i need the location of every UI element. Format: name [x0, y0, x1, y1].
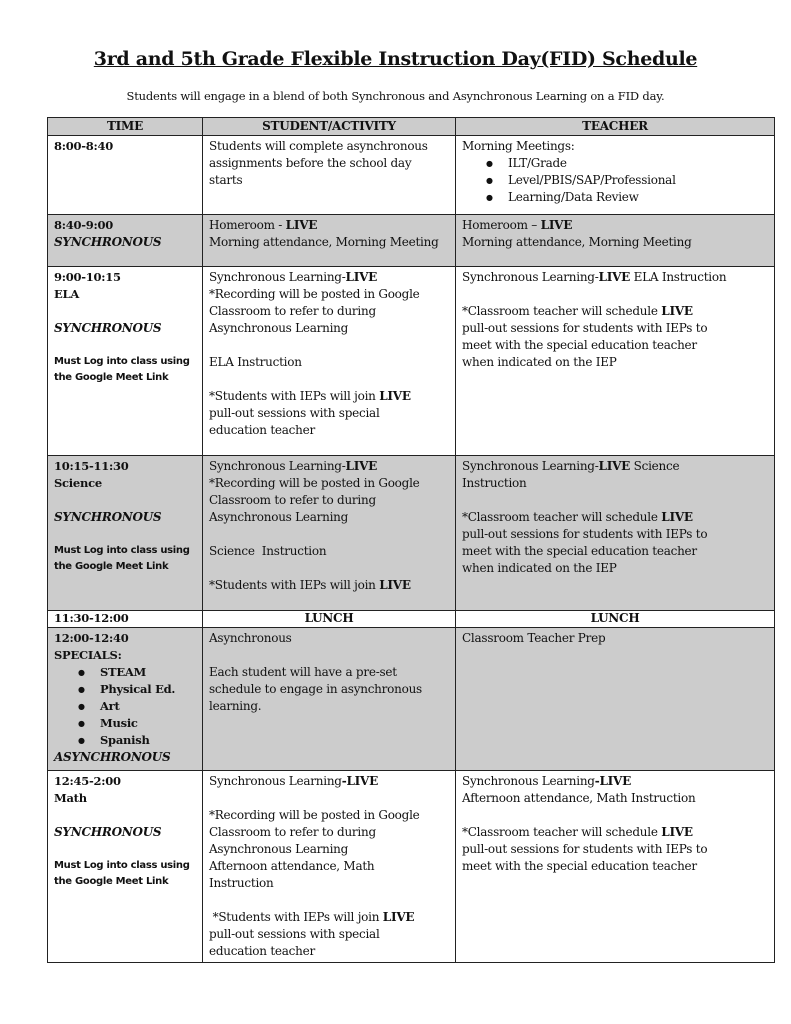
time-cell: [48, 267, 203, 456]
list-item: ● Learning/Data Review: [462, 189, 768, 206]
teacher-cell: [456, 771, 775, 963]
student-cell: [203, 628, 456, 771]
time-range: 8:00-8:40: [54, 139, 114, 153]
student-text: Students will complete asynchronous: [209, 139, 428, 153]
student-text: *Recording will be posted in Google: [209, 287, 420, 301]
student-text: Synchronous Learning: [209, 774, 342, 788]
student-cell: [203, 771, 456, 963]
student-text: schedule to engage in asynchronous: [209, 682, 422, 696]
table-row: [48, 456, 775, 611]
time-cell: [48, 771, 203, 963]
login-note: the Google Meet Link: [54, 561, 169, 572]
teacher-text: Morning attendance, Morning Meeting: [462, 235, 692, 249]
mode-label: SYNCHRONOUS: [54, 825, 162, 839]
page-title: 3rd and 5th Grade Flexible Instruction Day(FID) Schedule: [93, 48, 698, 70]
student-text: Each student will have a pre-set: [209, 665, 397, 679]
teacher-text: *Classroom teacher will schedule: [462, 304, 662, 318]
time-cell: [48, 456, 203, 611]
live-label: LIVE: [382, 910, 415, 924]
teacher-cell: [456, 215, 775, 267]
teacher-cell: [456, 267, 775, 456]
student-text: *Students with IEPs will join: [209, 389, 380, 403]
teacher-text: Homeroom –: [462, 218, 541, 232]
schedule-table: [47, 117, 775, 963]
teacher-text: ELA Instruction: [630, 270, 727, 284]
page-subtitle: Students will engage in a blend of both Synchronous and Asynchronous Learning on a FID day.: [126, 89, 665, 103]
live-label: LIVE: [598, 270, 631, 284]
student-cell: [203, 136, 456, 215]
student-text: Asynchronous Learning: [209, 321, 349, 335]
header-teacher: TEACHER: [456, 118, 775, 136]
meeting-list: [462, 155, 768, 206]
table-row: [48, 136, 775, 215]
live-label: LIVE: [661, 825, 693, 839]
list-item: ● ILT/Grade: [462, 155, 768, 172]
teacher-text: Afternoon attendance, Math Instruction: [462, 791, 696, 805]
student-text: Morning attendance, Morning Meeting: [209, 235, 439, 249]
student-text: *Students with IEPs will join: [209, 578, 380, 592]
subject-label: ELA: [54, 287, 80, 301]
student-text: *Students with IEPs will join: [209, 910, 383, 924]
student-text: education teacher: [209, 423, 315, 437]
teacher-text: meet with the special education teacher: [462, 544, 697, 558]
teacher-cell: [456, 456, 775, 611]
student-text: Homeroom -: [209, 218, 286, 232]
list-item: ● Level/PBIS/SAP/Professional: [462, 172, 768, 189]
mode-label: ASYNCHRONOUS: [54, 750, 171, 764]
table-row: [48, 628, 775, 771]
student-text: assignments before the school day: [209, 156, 412, 170]
list-item: ● Art: [54, 698, 196, 715]
table-row: [48, 215, 775, 267]
live-label: LIVE: [345, 270, 378, 284]
mode-label: SYNCHRONOUS: [54, 235, 162, 249]
student-text: Classroom to refer to during: [209, 493, 376, 507]
time-range: 11:30-12:00: [54, 611, 129, 625]
header-time: TIME: [48, 118, 203, 136]
time-range: 8:40-9:00: [54, 218, 114, 232]
time-range: 12:00-12:40: [54, 631, 129, 645]
mode-label: SYNCHRONOUS: [54, 510, 162, 524]
student-text: *Recording will be posted in Google: [209, 808, 420, 822]
specials-label: SPECIALS:: [54, 648, 122, 662]
list-item: ● STEAM: [54, 664, 196, 681]
student-text: Classroom to refer to during: [209, 825, 376, 839]
login-note: Must Log into class using: [54, 545, 190, 556]
list-item: ● Spanish: [54, 732, 196, 749]
login-note: the Google Meet Link: [54, 372, 169, 383]
time-range: 9:00-10:15: [54, 270, 121, 284]
student-text: Synchronous Learning-: [209, 270, 346, 284]
teacher-text: Synchronous Learning-: [462, 459, 599, 473]
teacher-cell: [456, 628, 775, 771]
login-note: Must Log into class using: [54, 356, 190, 367]
time-range: 10:15-11:30: [54, 459, 129, 473]
login-note: the Google Meet Link: [54, 876, 169, 887]
student-text: Asynchronous Learning: [209, 842, 349, 856]
teacher-text: Synchronous Learning: [462, 774, 595, 788]
live-label: -LIVE: [341, 774, 378, 788]
live-label: LIVE: [661, 304, 693, 318]
teacher-text: *Classroom teacher will schedule: [462, 510, 662, 524]
list-item: ● Physical Ed.: [54, 681, 196, 698]
teacher-text: Synchronous Learning-: [462, 270, 599, 284]
student-cell: [203, 456, 456, 611]
student-text: Afternoon attendance, Math: [209, 859, 375, 873]
student-text: starts: [209, 173, 243, 187]
live-label: LIVE: [540, 218, 573, 232]
teacher-text: pull-out sessions for students with IEPs to: [462, 527, 708, 541]
student-text: Classroom to refer to during: [209, 304, 376, 318]
teacher-cell: [456, 136, 775, 215]
student-text: ELA Instruction: [209, 355, 302, 369]
teacher-text: Science: [630, 459, 680, 473]
student-text: pull-out sessions with special: [209, 927, 380, 941]
student-text: Synchronous Learning-: [209, 459, 346, 473]
time-cell: [48, 611, 203, 628]
table-row: [48, 611, 775, 628]
student-text: Science Instruction: [209, 544, 327, 558]
student-text: *Recording will be posted in Google: [209, 476, 420, 490]
teacher-text: *Classroom teacher will schedule: [462, 825, 662, 839]
time-cell: [48, 136, 203, 215]
teacher-text: meet with the special education teacher: [462, 338, 697, 352]
teacher-text: pull-out sessions for students with IEPs to: [462, 842, 708, 856]
teacher-cell: LUNCH: [456, 611, 775, 628]
student-text: Asynchronous Learning: [209, 510, 349, 524]
live-label: LIVE: [598, 459, 631, 473]
time-cell: [48, 628, 203, 771]
subject-label: Math: [54, 791, 87, 805]
teacher-text: pull-out sessions for students with IEPs to: [462, 321, 708, 335]
teacher-text: Classroom Teacher Prep: [462, 631, 606, 645]
subject-label: Science: [54, 476, 102, 490]
live-label: LIVE: [661, 510, 693, 524]
specials-list: [54, 664, 196, 749]
teacher-text: Instruction: [462, 476, 527, 490]
time-cell: [48, 215, 203, 267]
student-text: learning.: [209, 699, 262, 713]
live-label: LIVE: [345, 459, 378, 473]
table-row: [48, 771, 775, 963]
live-label: LIVE: [285, 218, 318, 232]
teacher-heading: Morning Meetings:: [462, 139, 575, 153]
teacher-text: when indicated on the IEP: [462, 355, 617, 369]
table-row: [48, 267, 775, 456]
live-label: LIVE: [379, 389, 411, 403]
header-student-activity: STUDENT/ACTIVITY: [203, 118, 456, 136]
teacher-text: when indicated on the IEP: [462, 561, 617, 575]
student-cell: LUNCH: [203, 611, 456, 628]
student-cell: [203, 215, 456, 267]
live-label: LIVE: [379, 578, 411, 592]
table-header-row: [48, 118, 775, 136]
list-item: ● Music: [54, 715, 196, 732]
teacher-text: meet with the special education teacher: [462, 859, 697, 873]
student-text: Instruction: [209, 876, 274, 890]
time-range: 12:45-2:00: [54, 774, 121, 788]
student-text: education teacher: [209, 944, 315, 958]
student-cell: [203, 267, 456, 456]
mode-label: SYNCHRONOUS: [54, 321, 162, 335]
live-label: -LIVE: [594, 774, 631, 788]
student-text: pull-out sessions with special: [209, 406, 380, 420]
login-note: Must Log into class using: [54, 860, 190, 871]
student-text: Asynchronous: [209, 631, 292, 645]
